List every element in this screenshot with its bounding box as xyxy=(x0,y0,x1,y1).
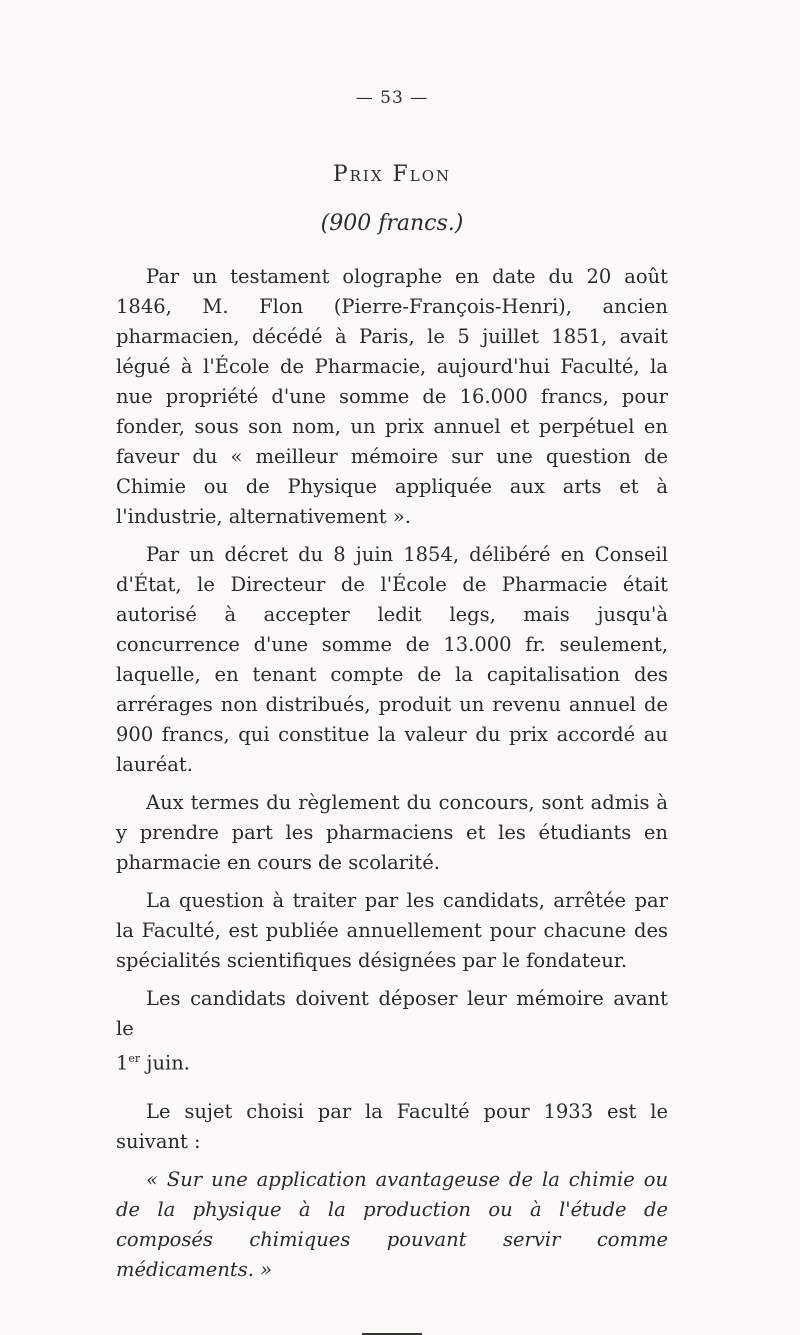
deadline-month: juin. xyxy=(140,1051,191,1075)
deadline-text: Les candidats doivent déposer leur mémoire avant le xyxy=(116,987,668,1040)
paragraph-testament: Par un testament olographe en date du 20 août 1846, M. Flon (Pierre-François-Henri), ancien pharmacien, décédé à Paris, le 5 juillet 1851, avait légué à l'École de Pharmacie, aujourd'hui Faculté, la nue propriété d'une somme de 16.000 francs, pour fonder, sous son nom, un prix annuel et perpétuel en faveur du « meilleur mémoire sur une question de Chimie ou de Physique appliquée aux arts et à l'industrie, alternativement ». xyxy=(116,265,668,528)
paragraph-decree: Par un décret du 8 juin 1854, délibéré en Conseil d'État, le Directeur de l'École de Pharmacie était autorisé à accepter ledit legs, mais jusqu'à concurrence d'une somme de 13.000 fr. seulement, laquelle, en tenant compte de la capitalisation des arrérages non distribués, produit un revenu annuel de 900 francs, qui constitue la valeur du prix accordé au lauréat. xyxy=(116,543,668,776)
page-number: — 53 — xyxy=(355,88,429,108)
prize-amount: (900 francs.) xyxy=(320,211,464,236)
paragraph-question: La question à traiter par les candidats, arrêtée par la Faculté, est publiée annuellement pour chacune des spécialités scientifiques désignées par le fondateur. xyxy=(116,889,668,972)
paragraph-subject-intro: Le sujet choisi par la Faculté pour 1933 est le suivant : xyxy=(116,1099,668,1153)
document-page xyxy=(116,88,668,1335)
paragraph-eligibility: Aux termes du règlement du concours, sont admis à y prendre part les pharmaciens et les étudiants en pharmacie en cours de scolarité. xyxy=(116,791,668,874)
deadline-day: 1 xyxy=(116,1051,129,1075)
paragraph-deadline xyxy=(116,984,668,1079)
paragraph-subject-quote: « Sur une application avantageuse de la chimie ou de la physique à la production ou à l'étude de composés chimiques pouvant servir comme médicaments. » xyxy=(116,1167,668,1281)
deadline-day-suffix: er xyxy=(128,1052,141,1065)
end-rule xyxy=(362,1333,422,1335)
section-title: Prix Flon xyxy=(332,162,452,187)
